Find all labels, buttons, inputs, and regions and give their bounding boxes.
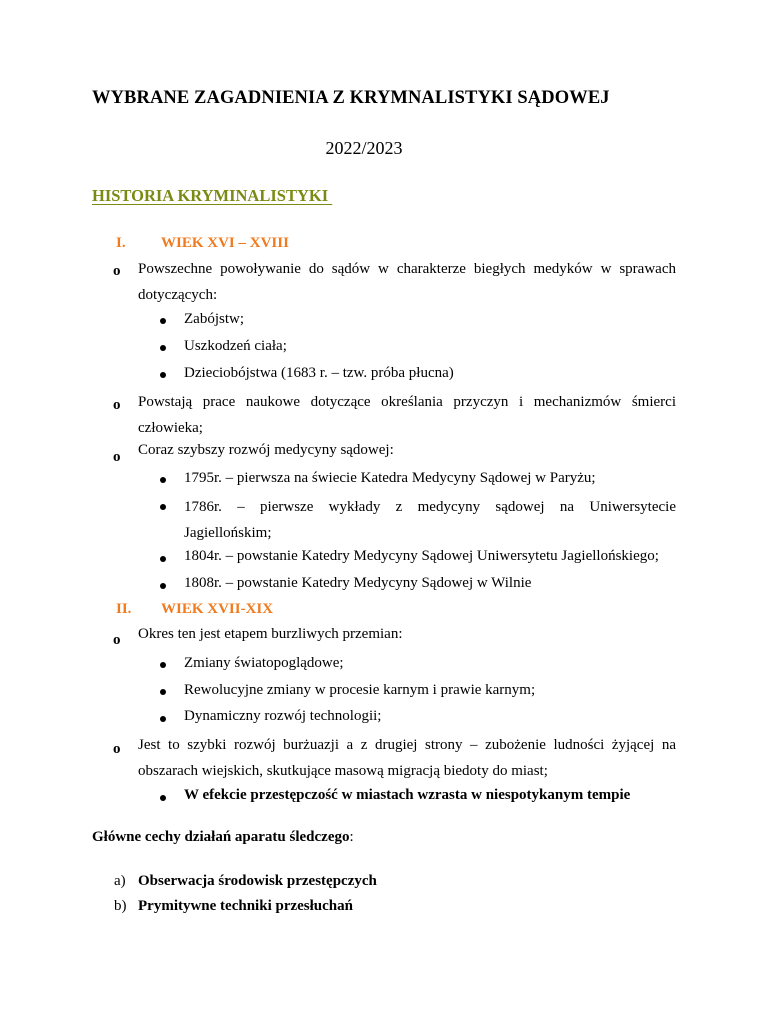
bullet-text: Okres ten jest etapem burzliwych przemian: [138,626,403,642]
bullet-text: Coraz szybszy rozwój medycyny sądowej: [138,442,394,458]
academic-year: 2022/2023 [325,138,403,158]
feature-item: Obserwacja środowisk przestępczych [138,873,377,889]
list-item: Zabójstw; [184,311,244,327]
bullet-paragraph [138,732,676,784]
list-item: Dzieciobójstwa (1683 r. – tzw. próba płucna) [184,365,454,381]
list-item: 1808r. – powstanie Katedry Medycyny Sądowej w Wilnie [184,575,532,591]
circle-bullet-icon: o [113,741,121,757]
features-heading-text: Główne cechy działań aparatu śledczego [92,829,350,845]
bullet-dot-icon [160,795,166,801]
list-item [184,494,676,546]
part-label: WIEK XVI – XVIII [161,235,289,251]
paragraph-line: Jest to szybki rozwój burżuazji a z drugiej strony – zubożenie ludności żyjącej na [138,737,676,753]
bullet-dot-icon [160,318,166,324]
circle-bullet-icon: o [113,449,121,465]
list-marker: a) [114,873,126,889]
list-item: Uszkodzeń ciała; [184,338,287,354]
features-heading [92,829,354,846]
bullet-paragraph [138,389,676,441]
list-item-emphasis: W efekcie przestępczość w miastach wzrasta w niespotykanym tempie [184,787,631,803]
bullet-dot-icon [160,556,166,562]
bullet-dot-icon [160,662,166,668]
list-item: Zmiany światopoglądowe; [184,655,344,671]
part-label: WIEK XVII-XIX [161,601,274,617]
bullet-dot-icon [160,345,166,351]
paragraph-line: człowieka; [138,420,203,436]
bullet-dot-icon [160,716,166,722]
paragraph-line: Powstają prace naukowe dotyczące określania przyczyn i mechanizmów śmierci [138,394,676,410]
list-item-line: 1786r. – pierwsze wykłady z medycyny sądowej na Uniwersytecie [184,499,676,515]
list-item: 1804r. – powstanie Katedry Medycyny Sądowej Uniwersytetu Jagiellońskiego; [184,548,659,564]
paragraph-line: obszarach wiejskich, skutkujące masową migracją biedoty do miast; [138,763,548,779]
circle-bullet-icon: o [113,397,121,413]
bullet-dot-icon [160,504,166,510]
part-numeral: I. [116,235,126,251]
list-item: Dynamiczny rozwój technologii; [184,708,382,724]
paragraph-line: dotyczących: [138,287,218,303]
section-heading: HISTORIA KRYMINALISTYKI [92,186,333,205]
document-title: WYBRANE ZAGADNIENIA Z KRYMNALISTYKI SĄDOWEJ [92,88,610,108]
bullet-dot-icon [160,583,166,589]
bullet-dot-icon [160,689,166,695]
bullet-paragraph [138,256,676,308]
circle-bullet-icon: o [113,263,121,279]
circle-bullet-icon: o [113,632,121,648]
bullet-dot-icon [160,372,166,378]
bullet-dot-icon [160,477,166,483]
features-heading-colon: : [349,829,354,845]
list-marker: b) [114,898,127,914]
list-item-line: Jagiellońskim; [184,525,272,541]
paragraph-line: Powszechne powoływanie do sądów w charakterze biegłych medyków w sprawach [138,261,676,277]
feature-item: Prymitywne techniki przesłuchań [138,898,353,914]
part-numeral: II. [116,601,132,617]
list-item: 1795r. – pierwsza na świecie Katedra Medycyny Sądowej w Paryżu; [184,470,596,486]
list-item: Rewolucyjne zmiany w procesie karnym i prawie karnym; [184,682,536,698]
